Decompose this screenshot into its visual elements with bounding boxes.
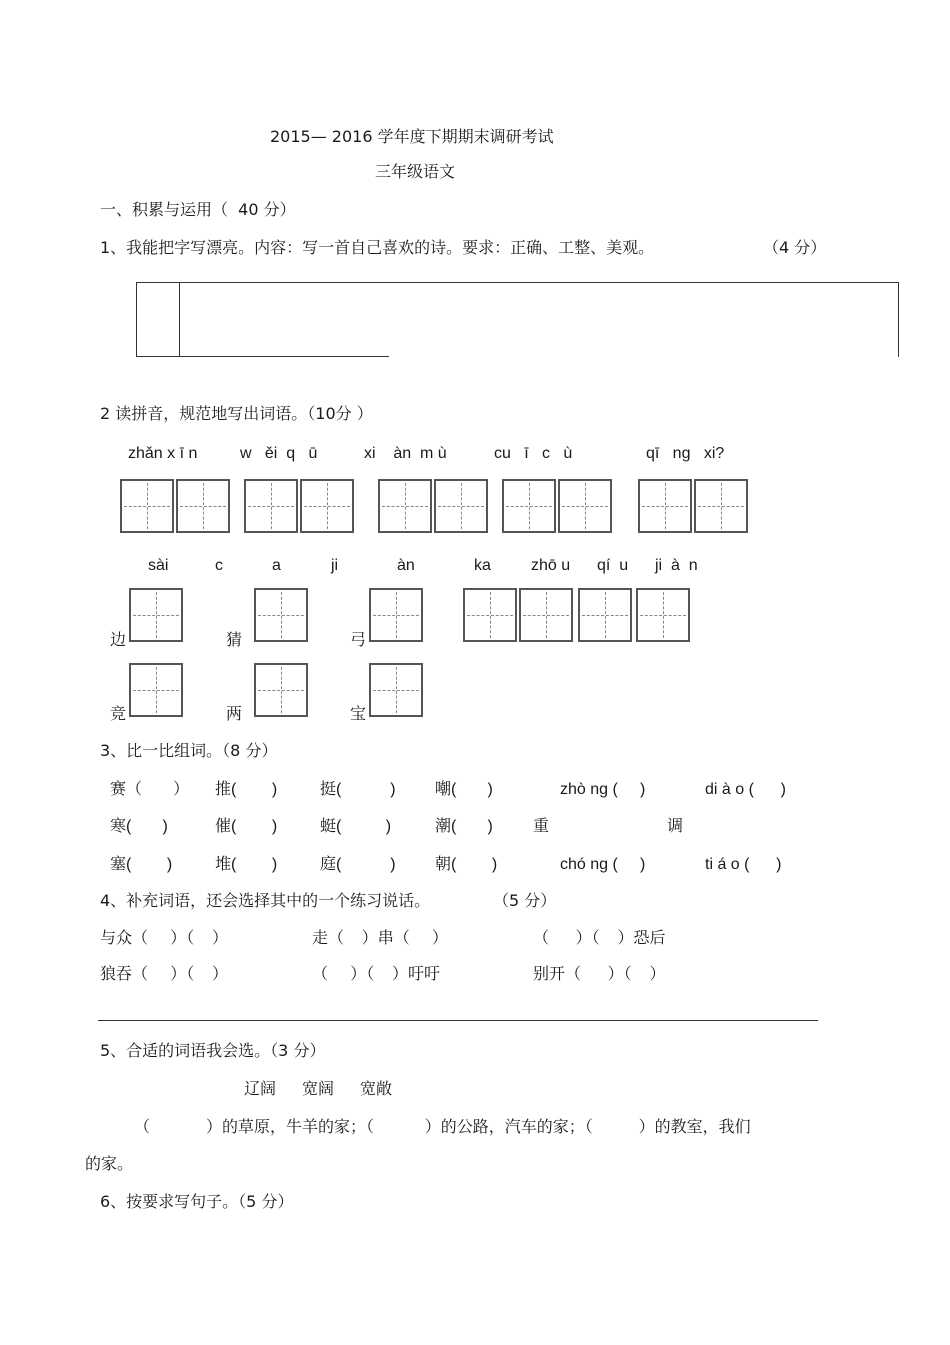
- writing-box[interactable]: [638, 479, 692, 533]
- section-1-heading: 一、积累与运用（ 40 分）: [100, 200, 296, 219]
- q2-char-bao: 宝: [350, 704, 367, 723]
- q5-sentence-line2: 的家。: [85, 1154, 134, 1173]
- q4-score: （5 分）: [493, 891, 557, 910]
- q2-char-liang: 两: [226, 704, 243, 723]
- writing-box[interactable]: [369, 663, 423, 717]
- q3-char-diao: 调: [667, 818, 684, 835]
- q5-option-2: 宽阔: [302, 1079, 335, 1098]
- q2-pinyin-4: cu ī c ù: [494, 445, 573, 462]
- q2-char-cai: 猜: [226, 630, 243, 649]
- writing-box[interactable]: [254, 663, 308, 717]
- q4-idiom[interactable]: （ ）（ ）吁吁: [312, 966, 441, 983]
- q2-pinyin-11: ka: [474, 557, 491, 574]
- q4-answer-line[interactable]: [98, 1020, 818, 1021]
- q2-pinyin-6: sài: [148, 557, 169, 574]
- writing-box[interactable]: [463, 588, 517, 642]
- q6-prompt: 6、按要求写句子。（5 分）: [100, 1192, 294, 1211]
- q2-pinyin-8: a: [272, 557, 281, 574]
- writing-box[interactable]: [129, 588, 183, 642]
- q2-pinyin-12: zhō u: [531, 557, 571, 574]
- q3-item[interactable]: 催( ): [215, 818, 278, 835]
- q3-char-zhong: 重: [533, 818, 550, 835]
- q3-item[interactable]: 潮( ): [435, 818, 493, 835]
- q3-item[interactable]: zhò ng ( ): [560, 781, 646, 798]
- q2-pinyin-14: ji à n: [655, 557, 698, 574]
- exam-subject: 三年级语文: [375, 162, 456, 181]
- q3-item[interactable]: 朝( ): [435, 856, 498, 873]
- q4-idiom[interactable]: 与众（ ）（ ）: [100, 930, 229, 947]
- writing-box[interactable]: [636, 588, 690, 642]
- q3-item[interactable]: chó ng ( ): [560, 856, 646, 873]
- q1-frame-left: [136, 282, 137, 357]
- q3-item[interactable]: 赛（ ）: [110, 781, 190, 798]
- q2-char-bian: 边: [110, 630, 127, 649]
- writing-box[interactable]: [694, 479, 748, 533]
- writing-box[interactable]: [519, 588, 573, 642]
- writing-box[interactable]: [120, 479, 174, 533]
- writing-box[interactable]: [578, 588, 632, 642]
- q5-prompt: 5、合适的词语我会选。（3 分）: [100, 1041, 326, 1060]
- q5-sentence-line1[interactable]: （ ）的草原，牛羊的家；（ ）的公路，汽车的家；（ ）的教室，我们: [134, 1117, 751, 1136]
- q2-pinyin-2: w ěi q ū: [240, 445, 318, 462]
- q2-pinyin-7: c: [215, 557, 223, 574]
- q1-frame-right: [898, 282, 899, 357]
- q2-prompt: 2 读拼音，规范地写出词语。（10分 ）: [100, 404, 373, 423]
- q3-item[interactable]: 挺( ): [320, 781, 396, 798]
- q2-pinyin-9: ji: [331, 557, 339, 574]
- q1-frame-bottom: [136, 356, 389, 357]
- q3-prompt: 3、比一比组词。（8 分）: [100, 741, 278, 760]
- q4-idiom[interactable]: 狼吞（ ）（ ）: [100, 966, 229, 983]
- q5-option-1: 辽阔: [244, 1079, 277, 1098]
- q3-item[interactable]: 塞( ): [110, 856, 173, 873]
- q2-char-gong: 弓: [350, 630, 367, 649]
- writing-box[interactable]: [378, 479, 432, 533]
- q1-frame-divider: [179, 282, 180, 357]
- q2-char-jing: 竞: [110, 704, 127, 723]
- q3-item[interactable]: 蜓( ): [320, 818, 392, 835]
- writing-box[interactable]: [176, 479, 230, 533]
- q4-idiom[interactable]: 别开（ ）（ ）: [533, 966, 666, 983]
- q4-prompt: 4、补充词语，还会选择其中的一个练习说话。: [100, 891, 431, 910]
- q3-item[interactable]: 寒( ): [110, 818, 168, 835]
- q3-item[interactable]: 推( ): [215, 781, 278, 798]
- writing-box[interactable]: [369, 588, 423, 642]
- q2-pinyin-3: xi àn m ù: [364, 445, 447, 462]
- exam-title: 2015— 2016 学年度下期期末调研考试: [270, 127, 554, 146]
- writing-box[interactable]: [244, 479, 298, 533]
- q2-pinyin-1: zhǎn x ī n: [128, 445, 198, 462]
- q3-item[interactable]: di à o ( ): [705, 781, 786, 798]
- q2-pinyin-5: qī ng xi?: [646, 445, 725, 462]
- q3-item[interactable]: 庭( ): [320, 856, 396, 873]
- writing-box[interactable]: [254, 588, 308, 642]
- q2-pinyin-13: qí u: [597, 557, 629, 574]
- q1-prompt: 1、我能把字写漂亮。内容：写一首自己喜欢的诗。要求：正确、工整、美观。: [100, 238, 655, 257]
- writing-box[interactable]: [502, 479, 556, 533]
- q2-pinyin-10: àn: [397, 557, 415, 574]
- q1-score: （4 分）: [763, 238, 827, 257]
- q5-option-3: 宽敞: [360, 1079, 393, 1098]
- writing-box[interactable]: [558, 479, 612, 533]
- writing-box[interactable]: [129, 663, 183, 717]
- q4-idiom[interactable]: 走（ ）串（ ）: [312, 930, 449, 947]
- q3-item[interactable]: ti á o ( ): [705, 856, 782, 873]
- q1-frame-top: [136, 282, 898, 283]
- q4-idiom[interactable]: （ ）（ ）恐后: [533, 930, 666, 947]
- q3-item[interactable]: 嘲( ): [435, 781, 493, 798]
- writing-box[interactable]: [434, 479, 488, 533]
- writing-box[interactable]: [300, 479, 354, 533]
- q3-item[interactable]: 堆( ): [215, 856, 278, 873]
